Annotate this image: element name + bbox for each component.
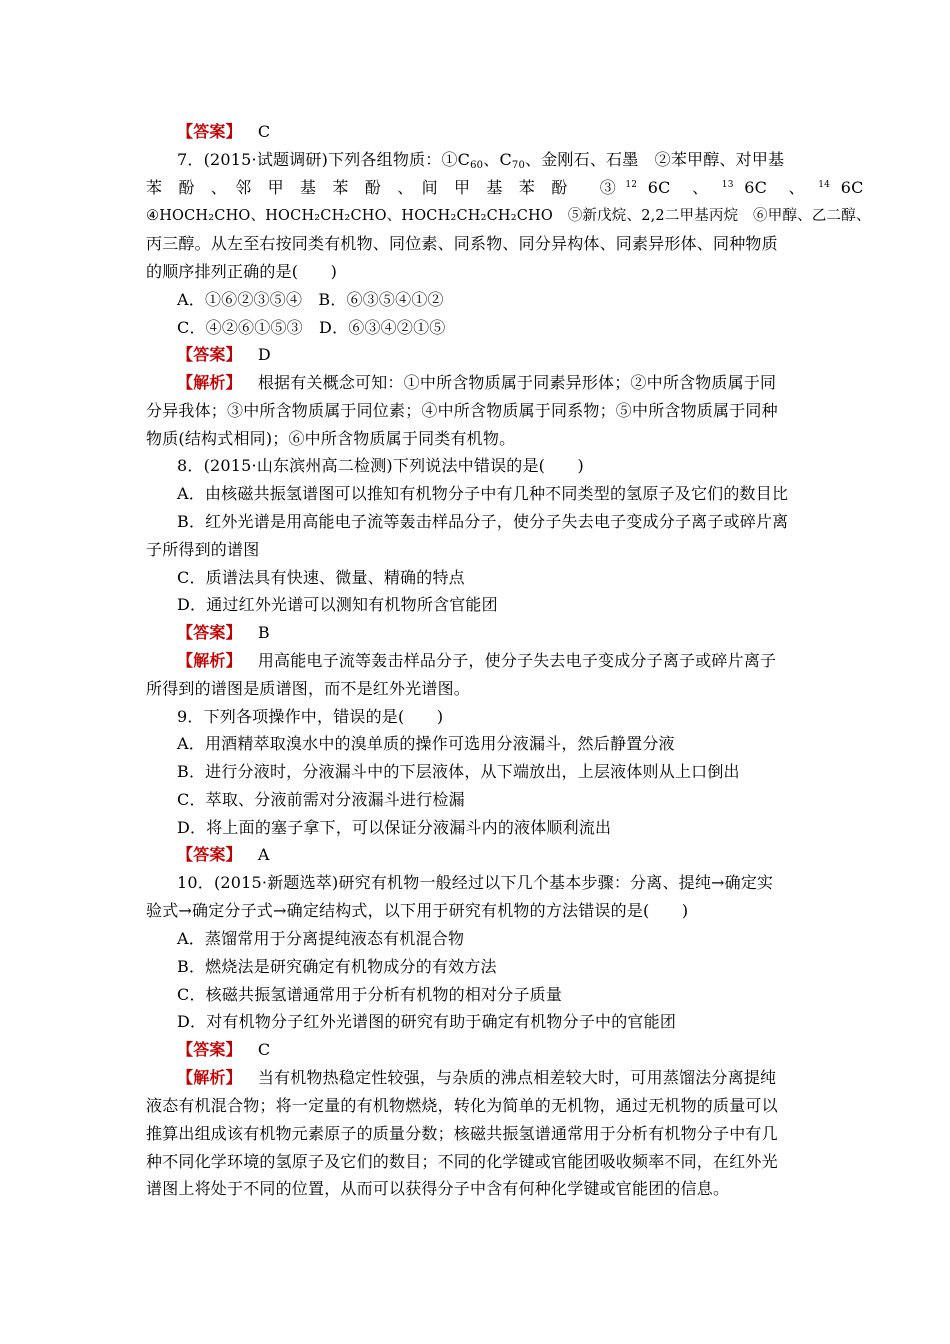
q7-analysis-line-1: 【解析】 根据有关概念可知：①中所含物质属于同素异形体；②中所含物质属于同 xyxy=(177,373,777,392)
q10-answer-line xyxy=(177,1040,270,1060)
answer-label: 【答案】 xyxy=(177,845,242,864)
answer-value: D xyxy=(257,345,271,364)
q10-analysis-line-2: 液态有机混合物；将一定量的有机物燃烧，转化为简单的无机物，通过无机物的质量可以 xyxy=(146,1096,778,1115)
q9-option-c: C．萃取、分液前需对分液漏斗进行检漏 xyxy=(177,790,465,809)
answer-value: B xyxy=(257,623,270,642)
q8-option-b-line-2: 子所得到的谱图 xyxy=(146,540,260,559)
q9-answer-line xyxy=(177,845,270,865)
q8-analysis-line-1: 【解析】 用高能电子流等轰击样品分子，使分子失去电子变成分子离子或碎片离子 xyxy=(177,651,777,670)
q8-option-a: A．由核磁共振氢谱图可以推知有机物分子中有几种不同类型的氢原子及它们的数目比 xyxy=(177,484,789,503)
q7-options-cd: C．④②⑥①⑤③ D．⑥③④②①⑤ xyxy=(177,318,446,337)
q7-stem-line-2: 苯 酚 、 邻 甲 基 苯 酚 、 间 甲 基 苯 酚 ③ $^{12}$ 6C 、 $^{13}$ 6C 、 $^{14}$ 6C xyxy=(146,178,864,197)
q6-answer-line xyxy=(177,122,270,142)
answer-value: C xyxy=(257,1040,271,1059)
answer-label: 【答案】 xyxy=(177,623,242,642)
q10-analysis-line-1: 【解析】 当有机物热稳定性较强，与杂质的沸点相差较大时，可用蒸馏法分离提纯 xyxy=(177,1068,777,1087)
q7-analysis-line-3: 物质(结构式相同)；⑥中所含物质属于同类有机物。 xyxy=(146,429,516,448)
q7-stem-line-5: 的顺序排列正确的是( ) xyxy=(146,262,338,281)
q8-option-b-line-1: B．红外光谱是用高能电子流等轰击样品分子，使分子失去电子变成分子离子或碎片离 xyxy=(177,512,789,531)
q8-answer-line xyxy=(177,623,270,643)
q10-stem-line-2: 验式→确定分子式→确定结构式，以下用于研究有机物的方法错误的是( ) xyxy=(146,901,689,920)
q10-analysis-line-5: 谱图上将处于不同的位置，从而可以获得分子中含有何种化学键或官能团的信息。 xyxy=(146,1179,730,1198)
q10-option-d: D．对有机物分子红外光谱图的研究有助于确定有机物分子中的官能团 xyxy=(177,1012,677,1031)
analysis-label: 【解析】 xyxy=(177,1068,242,1087)
answer-value: A xyxy=(257,845,270,864)
q10-option-c: C．核磁共振氢谱通常用于分析有机物的相对分子质量 xyxy=(177,985,563,1004)
q8-option-c: C．质谱法具有快速、微量、精确的特点 xyxy=(177,568,465,587)
q7-stem-line-3: ④HOCH₂CHO、HOCH₂CH₂CHO、HOCH₂CH₂CH₂CHO ⑤新戊烷、2,2二甲基丙烷 ⑥甲醇、乙二醇、 xyxy=(146,208,871,224)
analysis-label: 【解析】 xyxy=(177,373,242,392)
q7-options-ab: A．①⑥②③⑤④ B．⑥③⑤④①② xyxy=(177,290,444,309)
answer-value: C xyxy=(257,122,271,141)
q9-option-b: B．进行分液时，分液漏斗中的下层液体，从下端放出，上层液体则从上口倒出 xyxy=(177,762,740,781)
q7-analysis-line-2: 分异我体；③中所含物质属于同位素；④中所含物质属于同系物；⑤中所含物质属于同种 xyxy=(146,401,778,420)
q9-option-a: A．用酒精萃取溴水中的溴单质的操作可选用分液漏斗，然后静置分液 xyxy=(177,734,675,753)
answer-label: 【答案】 xyxy=(177,345,242,364)
answer-label: 【答案】 xyxy=(177,122,242,141)
q9-stem: 9．下列各项操作中，错误的是( ) xyxy=(177,707,444,726)
q8-option-d: D．通过红外光谱可以测知有机物所含官能团 xyxy=(177,595,498,614)
analysis-label: 【解析】 xyxy=(177,651,242,670)
q10-analysis-line-4: 种不同化学环境的氢原子及它们的数目；不同的化学键或官能团吸收频率不同，在红外光 xyxy=(146,1152,778,1171)
q10-option-a: A．蒸馏常用于分离提纯液态有机混合物 xyxy=(177,929,465,948)
q7-stem-line-1: 7．(2015·试题调研)下列各组物质：$①C_{60}$、$C_{70}$、金刚石、石墨 ②苯甲醇、对甲基 xyxy=(177,150,785,171)
q8-analysis-line-2: 所得到的谱图是质谱图，而不是红外光谱图。 xyxy=(146,679,471,698)
q10-analysis-line-3: 推算出组成该有机物元素原子的质量分数；核磁共振氢谱通常用于分析有机物分子中有几 xyxy=(146,1124,778,1143)
q7-stem-line-4: 丙三醇。从左至右按同类有机物、同位素、同系物、同分异构体、同素异形体、同种物质 xyxy=(146,234,778,253)
q9-option-d: D．将上面的塞子拿下，可以保证分液漏斗内的液体顺利流出 xyxy=(177,818,612,837)
answer-label: 【答案】 xyxy=(177,1040,242,1059)
q7-answer-line xyxy=(177,345,271,365)
q8-stem: 8．(2015·山东滨州高二检测)下列说法中错误的是( ) xyxy=(177,456,584,475)
q10-option-b: B．燃烧法是研究确定有机物成分的有效方法 xyxy=(177,957,497,976)
q10-stem-line-1: 10．(2015·新题选萃)研究有机物一般经过以下几个基本步骤：分离、提纯→确定实 xyxy=(177,873,774,892)
